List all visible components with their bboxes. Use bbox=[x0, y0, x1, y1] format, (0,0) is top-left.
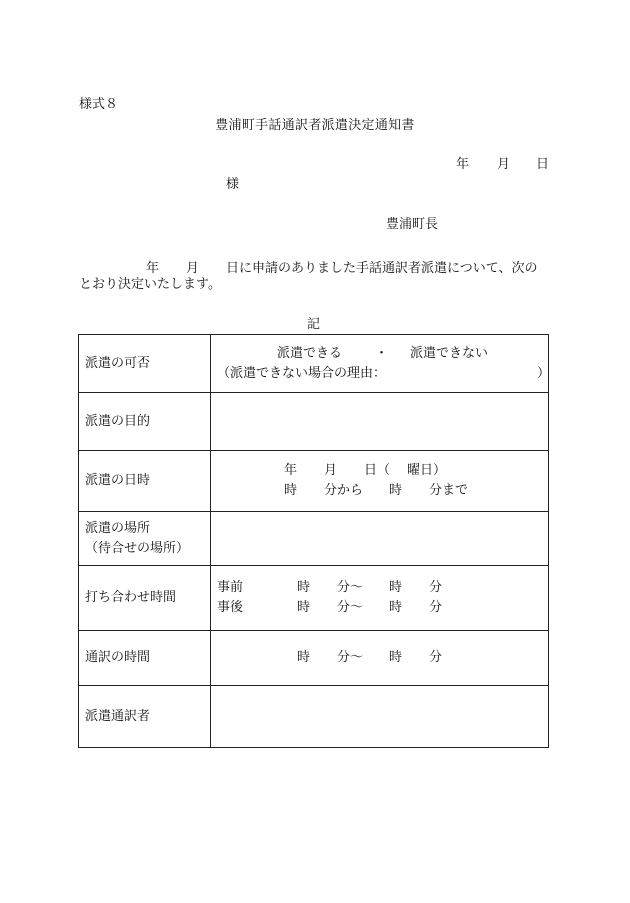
meeting-place-label: （待合せの場所） bbox=[85, 540, 190, 556]
reason-close: ） bbox=[537, 366, 551, 381]
details-table bbox=[78, 334, 549, 748]
table-row-purpose bbox=[79, 393, 549, 451]
row-label: 派遣通訳者 bbox=[79, 686, 211, 748]
reason-label: （派遣できない場合の理由： bbox=[217, 366, 387, 381]
before-minute-from: 分～ bbox=[337, 580, 364, 595]
form-number: 様式８ bbox=[79, 97, 119, 112]
table-row-datetime bbox=[79, 451, 549, 512]
time-from-hour: 時 bbox=[284, 483, 298, 498]
row-label: 派遣の日時 bbox=[79, 451, 211, 512]
purpose-cell bbox=[211, 393, 549, 451]
dispatch-weekday: 曜日） bbox=[407, 463, 447, 478]
interpretation-time-cell bbox=[211, 631, 549, 686]
row-label: 打ち合わせ時間 bbox=[79, 566, 211, 631]
table-row-meeting-time bbox=[79, 566, 549, 631]
issuer-name: 豊浦町長 bbox=[386, 217, 439, 232]
table-row-interpreter bbox=[79, 686, 549, 748]
row-label: 派遣の可否 bbox=[79, 335, 211, 393]
before-label: 事前 bbox=[217, 580, 244, 595]
before-hour-to: 時 bbox=[389, 580, 403, 595]
interpreter-cell bbox=[211, 686, 549, 748]
meeting-time-cell bbox=[211, 566, 549, 631]
table-row-interpretation-time bbox=[79, 631, 549, 686]
after-hour-from: 時 bbox=[297, 600, 311, 615]
issue-date-month: 月 bbox=[497, 157, 511, 172]
row-label bbox=[79, 512, 211, 566]
dispatch-day: 日（ bbox=[364, 463, 391, 478]
interp-minute-from: 分～ bbox=[337, 650, 364, 665]
location-cell bbox=[211, 512, 549, 566]
interp-minute-to: 分 bbox=[429, 650, 443, 665]
after-minute-from: 分～ bbox=[337, 600, 364, 615]
time-from-minute: 分から bbox=[324, 483, 364, 498]
issue-date-year: 年 bbox=[456, 157, 470, 172]
recipient-honorific: 様 bbox=[226, 177, 240, 192]
location-label: 派遣の場所 bbox=[85, 520, 151, 536]
body-month: 月 bbox=[186, 261, 200, 276]
datetime-cell bbox=[211, 451, 549, 512]
body-paragraph-line-2: とおり決定いたします。 bbox=[79, 277, 221, 292]
dispatch-month: 月 bbox=[324, 463, 338, 478]
option-dispatch-possible: 派遣できる bbox=[277, 346, 343, 361]
time-to-hour: 時 bbox=[389, 483, 403, 498]
option-separator: ・ bbox=[375, 346, 389, 361]
time-to-minute: 分まで bbox=[429, 483, 469, 498]
option-dispatch-impossible: 派遣できない bbox=[410, 346, 489, 361]
ki-heading: 記 bbox=[307, 317, 321, 332]
before-minute-to: 分 bbox=[429, 580, 443, 595]
row-label: 派遣の目的 bbox=[79, 393, 211, 451]
table-row-dispatch-availability bbox=[79, 335, 549, 393]
after-minute-to: 分 bbox=[429, 600, 443, 615]
interp-hour-from: 時 bbox=[297, 650, 311, 665]
after-hour-to: 時 bbox=[389, 600, 403, 615]
document-title: 豊浦町手話通訳者派遣決定通知書 bbox=[215, 118, 415, 133]
before-hour-from: 時 bbox=[297, 580, 311, 595]
after-label: 事後 bbox=[217, 600, 244, 615]
body-year: 年 bbox=[146, 261, 160, 276]
row-label: 通訳の時間 bbox=[79, 631, 211, 686]
table-row-location bbox=[79, 512, 549, 566]
interp-hour-to: 時 bbox=[389, 650, 403, 665]
availability-cell bbox=[211, 335, 549, 393]
dispatch-year: 年 bbox=[284, 463, 298, 478]
body-text: 日に申請のありました手話通訳者派遣について、次の bbox=[226, 261, 538, 276]
issue-date-day: 日 bbox=[536, 157, 550, 172]
